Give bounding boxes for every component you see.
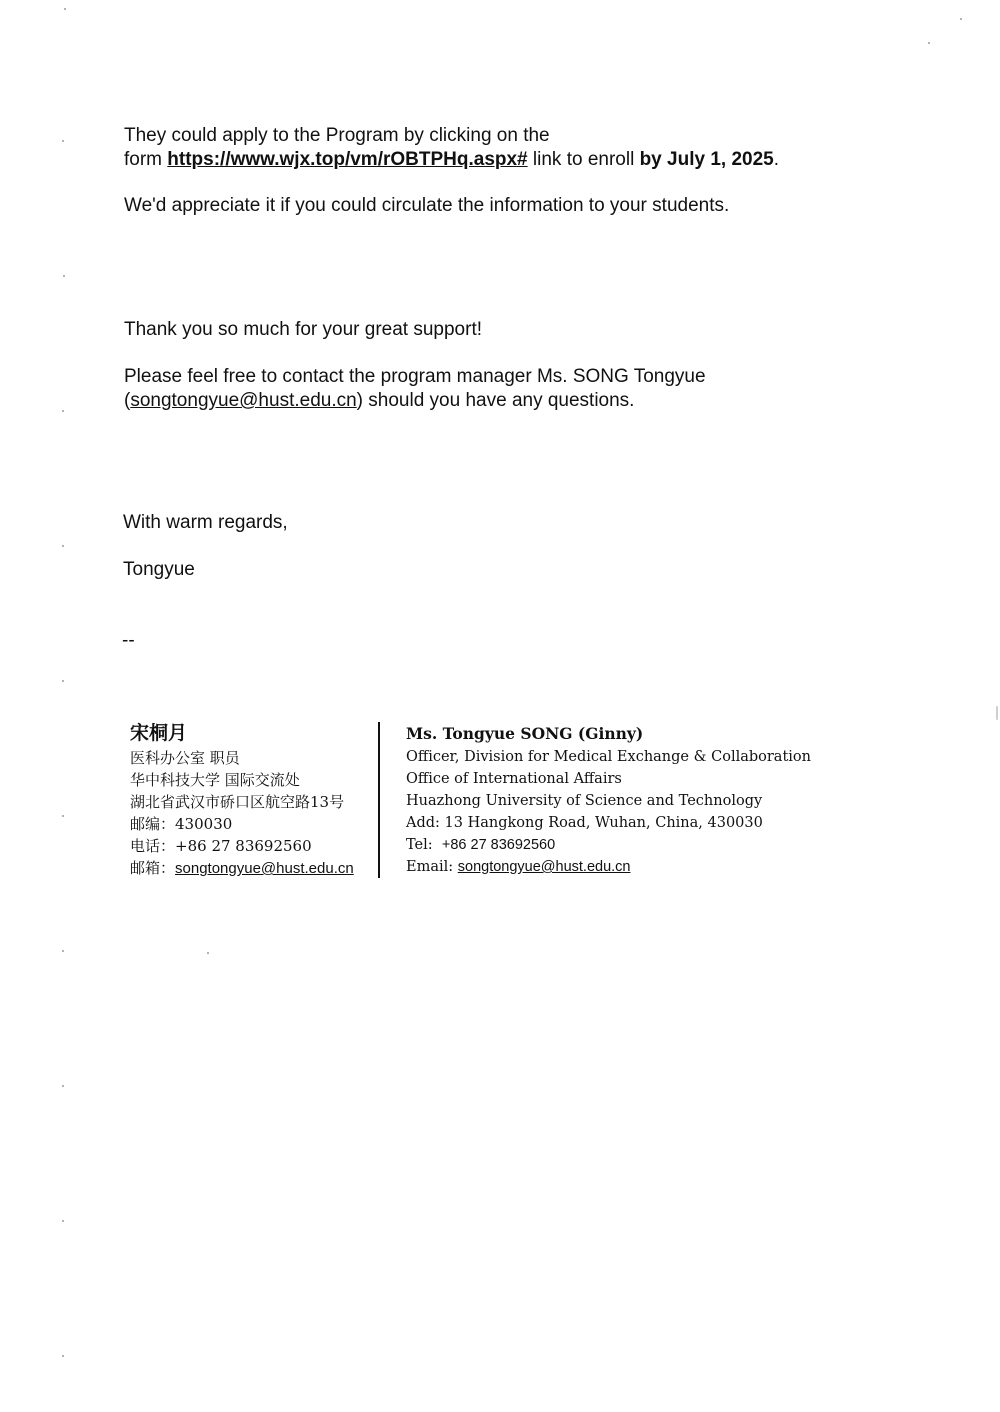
scan-speck (63, 275, 65, 277)
sender-name: Tongyue (123, 559, 195, 580)
closing-line: With warm regards, (123, 512, 288, 533)
signature-block-english (406, 722, 811, 878)
scan-speck (62, 950, 64, 952)
contact-paragraph (124, 365, 706, 413)
enroll-line-1: They could apply to the Program by clicking on the (124, 125, 550, 146)
signature-divider (378, 722, 380, 878)
scan-speck (62, 1220, 64, 1222)
signature-cn-postcode-row (130, 813, 354, 835)
scan-speck (960, 18, 962, 20)
scan-speck (207, 952, 209, 954)
signature-en-email-row (406, 856, 811, 878)
signature-en-address: Add: 13 Hangkong Road, Wuhan, China, 430030 (406, 815, 763, 831)
scan-speck (62, 1355, 64, 1357)
contact-email-link[interactable]: songtongyue@hust.edu.cn (130, 390, 357, 411)
scan-speck (62, 140, 64, 142)
signature-en-university: Huazhong University of Science and Technology (406, 793, 763, 809)
signature-cn-email-label: 邮箱： (130, 859, 176, 877)
scan-speck (928, 42, 930, 44)
scan-speck (62, 1085, 64, 1087)
scan-speck (64, 8, 66, 10)
circulate-paragraph: We'd appreciate it if you could circulate the information to your students. (124, 195, 730, 216)
enroll-form-link[interactable]: https://www.wjx.top/vm/rOBTPHq.aspx# (167, 149, 528, 170)
signature-en-phone-label: Tel: (406, 837, 442, 853)
scan-speck (62, 545, 64, 547)
enroll-form-prefix: form (124, 149, 168, 170)
enroll-end: . (773, 149, 780, 170)
signature-cn-title: 医科办公室 职员 (130, 749, 240, 767)
contact-rest: ) should you have any questions. (356, 390, 635, 411)
signature-cn-phone-row (130, 835, 354, 857)
signature-en-office: Office of International Affairs (406, 771, 622, 787)
signature-cn-email-link[interactable]: songtongyue@hust.edu.cn (175, 860, 354, 877)
signature-cn-name: 宋桐月 (130, 722, 188, 744)
signature-cn-postcode: 430030 (175, 815, 233, 833)
signature-en-email-label: Email: (406, 859, 458, 875)
contact-line-1: Please feel free to contact the program manager Ms. SONG Tongyue (124, 366, 706, 387)
scan-speck (62, 410, 64, 412)
thanks-paragraph: Thank you so much for your great support! (124, 319, 483, 340)
signature-block-chinese (130, 720, 354, 880)
signature-cn-email-row (130, 857, 354, 880)
signature-separator: -- (122, 630, 135, 651)
signature-en-title: Officer, Division for Medical Exchange & Collaboration (406, 749, 811, 765)
signature-cn-org: 华中科技大学 国际交流处 (130, 771, 300, 789)
signature-en-name: Ms. Tongyue SONG (Ginny) (406, 724, 644, 743)
enroll-deadline: by July 1, 2025 (639, 149, 774, 170)
scan-speck (62, 680, 64, 682)
signature-en-email-link[interactable]: songtongyue@hust.edu.cn (457, 859, 631, 875)
signature-cn-postcode-label: 邮编： (130, 815, 176, 833)
signature-en-phone-row (406, 834, 811, 856)
signature-cn-phone: +86 27 83692560 (175, 837, 312, 855)
contact-open-paren: ( (124, 390, 131, 411)
enroll-mid-text: link to enroll (527, 149, 640, 170)
signature-cn-phone-label: 电话： (130, 837, 176, 855)
scan-speck (996, 706, 998, 720)
signature-en-phone: +86 27 83692560 (441, 837, 556, 853)
scan-speck (62, 815, 64, 817)
signature-cn-address: 湖北省武汉市硚口区航空路13号 (130, 793, 345, 811)
enroll-paragraph (124, 124, 779, 172)
